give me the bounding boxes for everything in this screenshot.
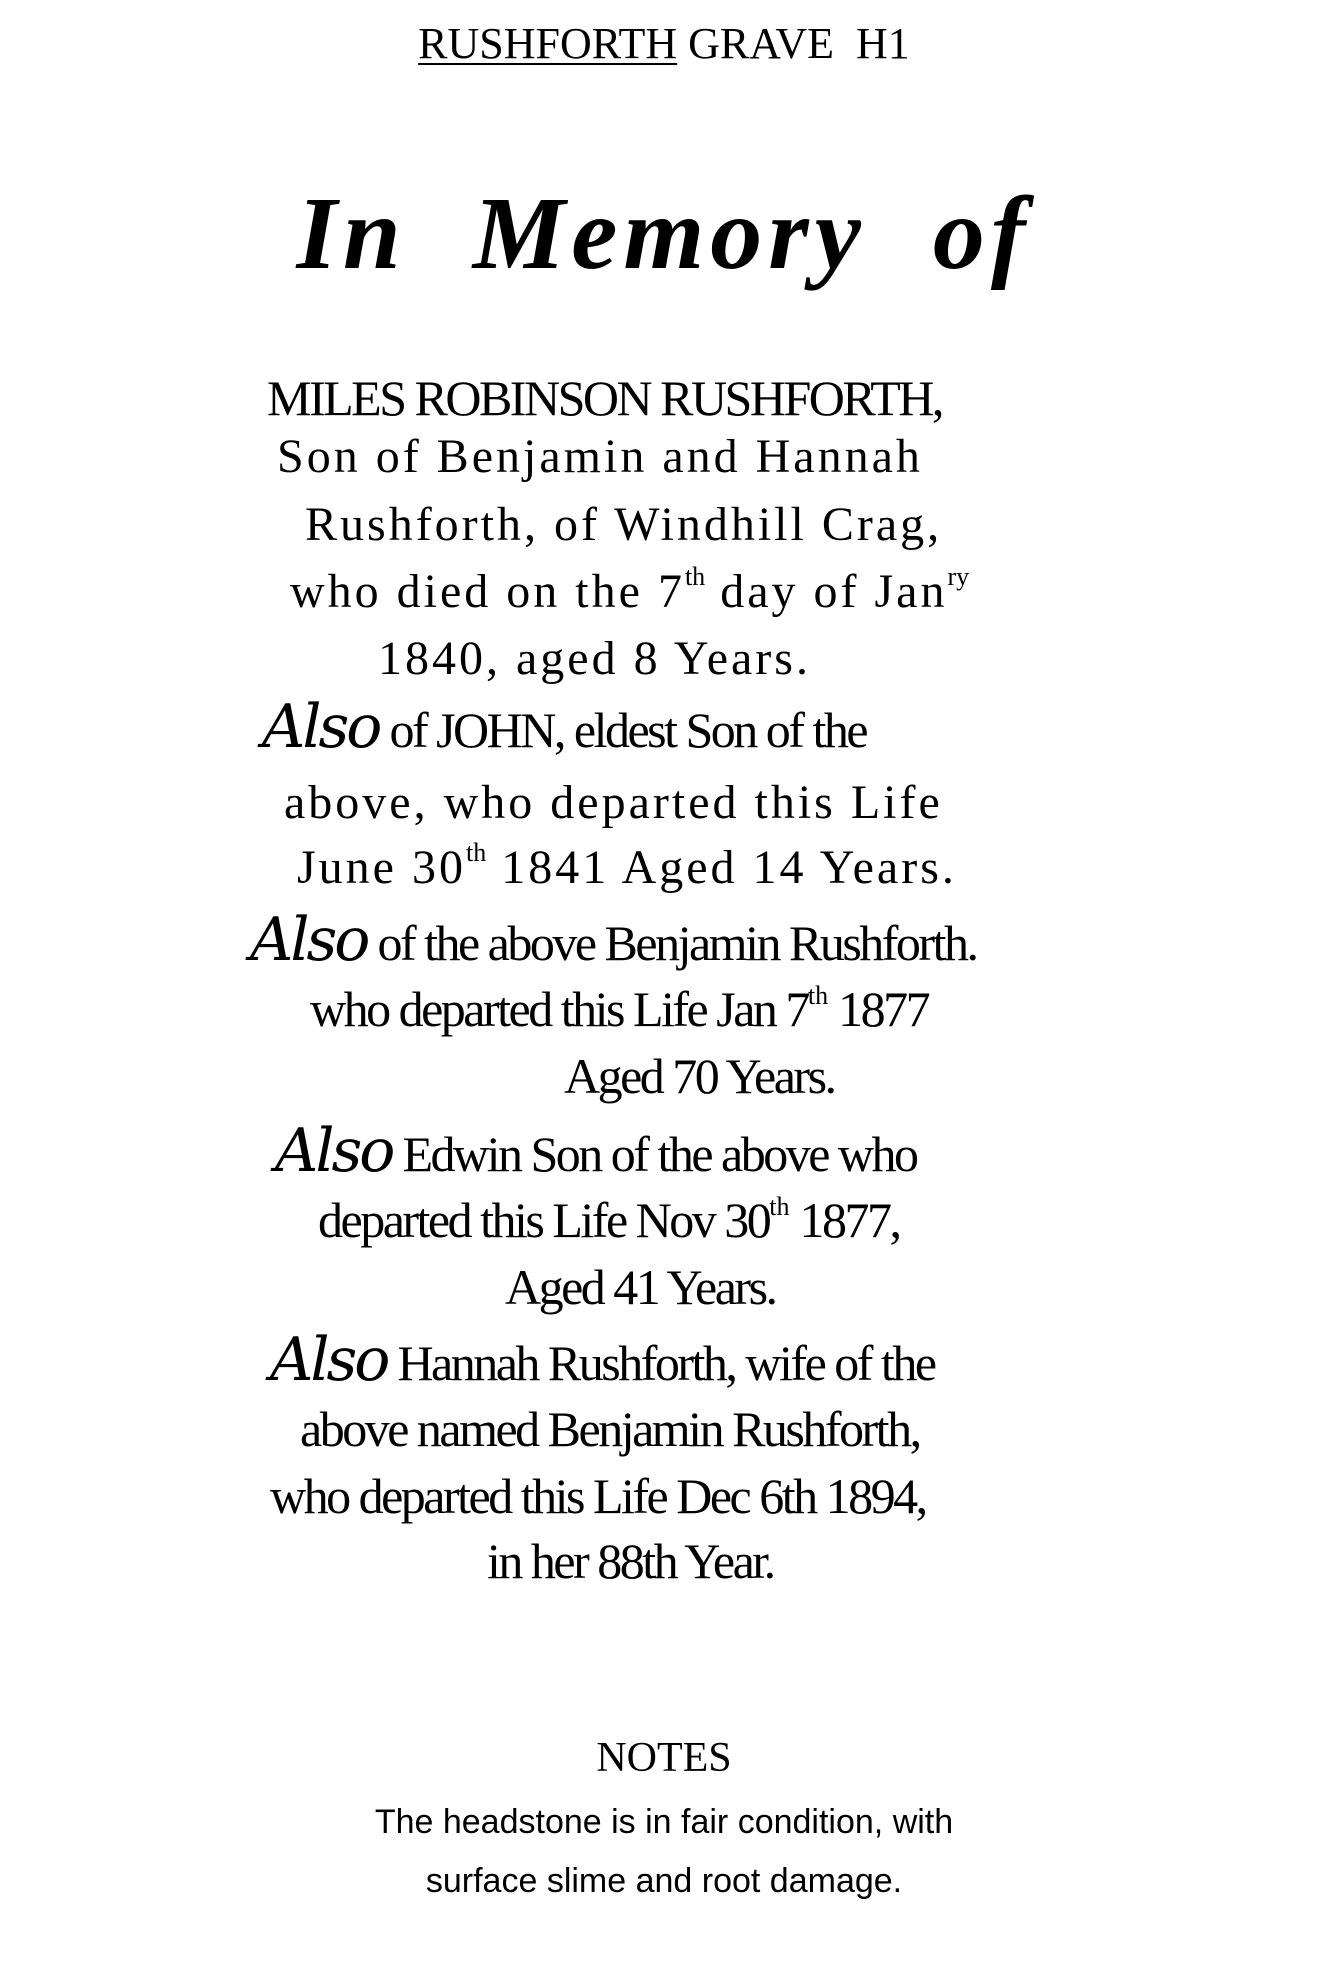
inscription-line-5: 1840, aged 8 Years. <box>378 632 811 685</box>
inscription-line-13-text-a: departed this Life Nov 30 <box>318 1192 770 1248</box>
inscription-line-13-text-b: 1877, <box>789 1192 900 1248</box>
inscription-line-10-sup: th <box>807 981 829 1010</box>
grave-id: GRAVE H1 <box>677 19 910 68</box>
also-word: Also <box>270 1325 388 1395</box>
notes-line-1: The headstone is in fair condition, with <box>374 1803 954 1841</box>
inscription-line-4-text-b: day of Jan <box>705 565 948 618</box>
inscription-line-13-sup: th <box>769 1192 790 1221</box>
inscription-line-15 <box>270 1325 935 1395</box>
inscription-line-16: above named Benjamin Rushforth, <box>300 1401 920 1457</box>
inscription-line-4 <box>290 562 970 618</box>
inscription-line-9 <box>250 905 977 975</box>
inscription-line-4-sup-a: th <box>684 562 706 591</box>
memory-heading: In Memory of <box>296 176 1032 291</box>
notes-line-2: surface slime and root damage. <box>425 1862 903 1900</box>
inscription-line-1: MILES ROBINSON RUSHFORTH, <box>267 370 942 426</box>
grave-header <box>0 19 1328 68</box>
grave-family-name: RUSHFORTH <box>418 19 678 68</box>
also-word: Also <box>275 1116 393 1186</box>
inscription-line-12-text: Edwin Son of the above who <box>392 1126 917 1182</box>
inscription-line-10-text-b: 1877 <box>828 981 929 1037</box>
inscription-line-8 <box>297 838 957 894</box>
inscription-line-3: Rushforth, of Windhill Crag, <box>305 498 943 551</box>
inscription-line-8-text-a: June 30 <box>297 841 466 894</box>
inscription-line-10 <box>310 981 929 1037</box>
inscription-line-2: Son of Benjamin and Hannah <box>277 430 923 483</box>
inscription-line-11: Aged 70 Years. <box>564 1048 835 1104</box>
inscription-line-10-text-a: who departed this Life Jan 7 <box>310 981 808 1037</box>
inscription-line-4-sup-b: ry <box>947 562 970 591</box>
inscription-line-4-text-a: who died on the 7 <box>290 565 685 618</box>
inscription-line-6-text: of JOHN, eldest Son of the <box>379 702 867 758</box>
inscription-line-14: Aged 41 Years. <box>505 1259 776 1315</box>
inscription-line-18: in her 88th Year. <box>487 1533 774 1589</box>
inscription-line-6 <box>262 692 867 762</box>
notes-title: NOTES <box>596 1735 732 1781</box>
inscription-line-13 <box>318 1192 900 1248</box>
inscription-line-8-sup: th <box>465 838 487 867</box>
inscription-line-9-text: of the above Benjamin Rushforth. <box>367 915 977 971</box>
inscription-line-7: above, who departed this Life <box>284 776 943 829</box>
inscription-line-8-text-b: 1841 Aged 14 Years. <box>486 841 957 894</box>
inscription-line-12 <box>275 1116 917 1186</box>
inscription-line-15-text: Hannah Rushforth, wife of the <box>387 1335 935 1391</box>
also-word: Also <box>262 692 380 762</box>
also-word: Also <box>250 905 368 975</box>
inscription-line-17: who departed this Life Dec 6th 1894, <box>270 1468 926 1524</box>
